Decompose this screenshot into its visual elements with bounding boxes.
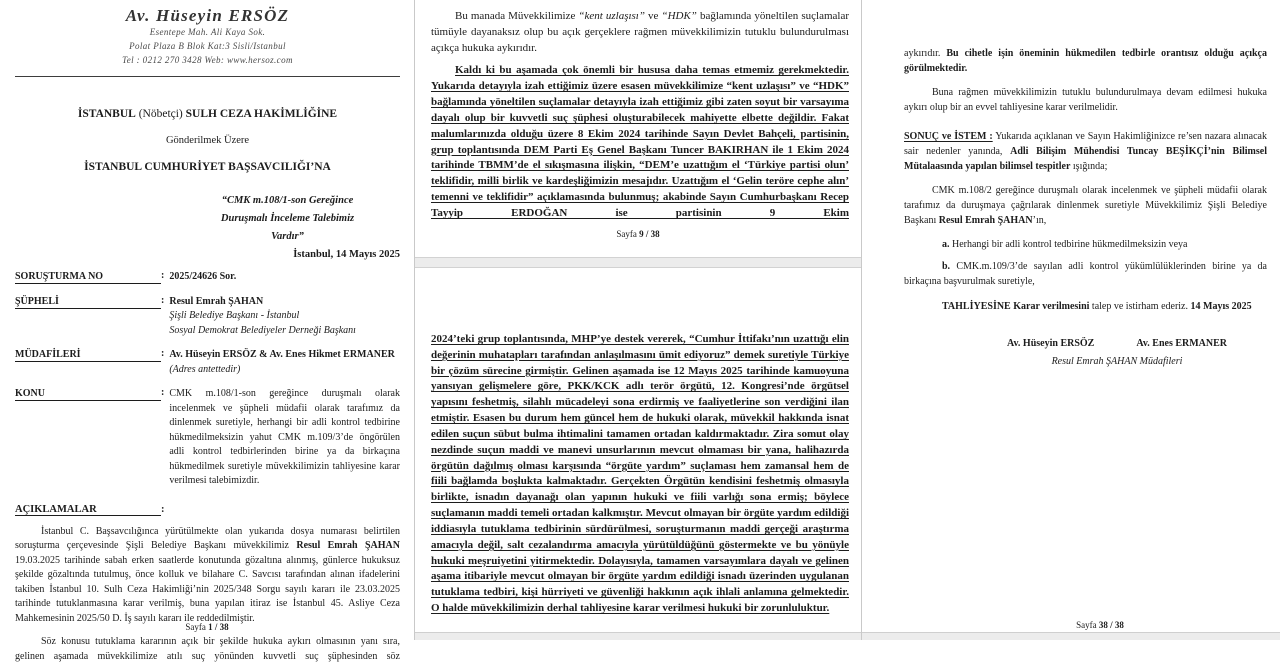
signature-name-2: Av. Enes ERMANER	[1136, 338, 1227, 349]
page1-footer-number: 1 / 38	[208, 622, 229, 632]
page1-paragraph-1-rest: 19.03.2025 tarihinde sabah erken saatlerde konutunda gözaltına alınmış, günlerce hukuksuz şekilde gözaltında tutulmuş, önce kolluk ve bilahare C. Savcısı tarafından alınan ifadelerini takiben İstanbul 10. Sulh Ceza Hakimliği’nin 2025/348 Sorgu sayılı kararı ile 23.03.2025 tarihinde tutuklanmasına karar verilmiş, buna yapılan itiraz ise İstanbul 45. Asliye Ceza Mahkemesinin 2025/50 D. İş sayılı kararı ile reddedilmiştir.	[15, 554, 400, 624]
counsel-names: Av. Hüseyin ERSÖZ & Av. Enes Hikmet ERMANER	[169, 349, 395, 361]
request-item-a-label: a.	[942, 239, 950, 250]
court-heading-name: SULH CEZA HAKİMLİĞİNE	[185, 107, 338, 120]
signature-name-1: Av. Hüseyin ERSÖZ	[1007, 338, 1095, 349]
page-bottom-edge-middle	[415, 632, 861, 640]
page1-paragraph-1-text: İstanbul C. Başsavcılığınca yürütülmekte olan yukarıda dosya numarası belirtilen soruşturma çerçevesinde Şişli Belediye Başkanı müvekkilimiz	[15, 525, 400, 552]
field-colon: :	[161, 348, 165, 360]
conclusion-paragraph	[904, 129, 1267, 174]
request-item-b-text: CMK.m.109/3’de sayılan adli kontrol yükümlülüklerinden birine ya da birkaçına başvurulmak suretiyle,	[904, 261, 1267, 287]
conclusion-tail: ışığında;	[1070, 161, 1108, 172]
page9-fragment	[415, 0, 861, 257]
court-heading-city: İSTANBUL	[77, 107, 136, 120]
page9-footer-number: 9 / 38	[639, 229, 660, 239]
field-investigation-no	[15, 270, 400, 285]
page9-paragraph-1-text: Bu manada Müvekkilimize	[455, 10, 579, 22]
forwarding-line: Gönderilmek Üzere	[165, 134, 250, 146]
field-suspect	[15, 295, 400, 339]
request-item-a	[904, 237, 1267, 252]
page9-term-kent-uzlasisi: “kent uzlaşısı”	[578, 10, 645, 22]
subject-text: CMK m.108/1-son gereğince duruşmalı olarak incelenmek ve şüpheli müdafii olarak tarafımız da dinlenmek suretiyle, herhangi bir adli kontrol tedbirine hükmedilmeksizin yahut CMK m.109/3’de öngörülen adli kontrol tedbirlerinden birine ya da birkaçına hükmedilmek suretiyle müvekkilimizin tahliyesine karar verilmesi talebimizdir.	[169, 388, 400, 487]
request-quote-line2: Duruşmalı İnceleme Talebimiz	[220, 212, 355, 224]
investigation-no-value: 2025/24626 Sor.	[169, 271, 237, 283]
field-colon: :	[161, 270, 165, 282]
conclusion-text: Yukarıda açıklanan ve Sayın Hakimliğinizce re’sen nazara alınacak sair nedenler yanında,	[904, 131, 1267, 157]
page38-paragraph-3	[904, 183, 1267, 228]
field-colon: :	[161, 387, 165, 399]
page38-paragraph-1-text: aykırıdır.	[904, 48, 947, 59]
field-label: MÜDAFİLERİ	[15, 348, 161, 362]
page38-paragraph-2: Buna rağmen müvekkilimizin tutuklu bulundurulmaya devam edilmesi hukuka aykırı olup bir an evvel tahliyesine karar verilmelidir.	[904, 87, 1267, 113]
explanations-heading-colon: :	[161, 503, 165, 515]
page9-footer	[415, 229, 861, 239]
request-quote-block	[175, 192, 400, 246]
field-label: SORUŞTURMA NO	[15, 270, 161, 284]
signature-subtitle: Resul Emrah ŞAHAN Müdafileri	[1051, 356, 1183, 367]
explanations-heading	[15, 504, 400, 516]
court-heading	[15, 108, 400, 120]
conclusion-expert-reference: Adli Bilişim Mühendisi Tuncay BEŞİKÇİ’nin Bilimsel Mütalaasında yapılan bilimsel tespitler	[904, 146, 1267, 172]
page9-footer-label: Sayfa	[616, 229, 640, 239]
page9-term-hdk: “HDK”	[661, 10, 697, 22]
continuation-paragraph: 2024’teki grup toplantısında, MHP’ye destek vererek, “Cumhur İttifakı’nın uzattığı elin değerinin muhatapları tarafından anlaşılmasını ümit ediyoruz” demek suretiyle Türkiye bir çözüm sürecine girmiştir. Gelinen aşamada ise 12 Mayıs 2025 tarihinde kamuoyuna yansıyan gelişmelere göre, PKK/KCK adlı terör örgütü, 12. Kongresi’nde örgütsel yapısını feshetmiş, silahlı mücadeleyi sona erdirmiş ve faaliyetlerine son verdiğini ilan etmiştir. Esasen bu durum hem güncel hem de hukuki olarak, müvekkil hakkında isnat edilen suçun sübut bulma ihtimalini tamamen ortadan kaldırmaktadır. Zira somut olay nezdinde suçun maddi ve manevi unsurlarının mevcut olmaması bir yana, halihazırda örgütün dağılmış olması karşısında “örgüte yardım” suçlaması hem zamansal hem de fiili bağlamda boşlukta kalmaktadır. Gerçekten Örgütün kendisini feshetmiş olmasıyla birlikte, isnadın dayanağı olan yapının hukuki ve fiili varlığı sona ermiş; böylece suçlamanın maddi temeli ortadan kalkmıştır. Mevcut olmayan bir örgüte yardım edildiği iddiasıyla tutuklama tedbirinin sürdürülmesi, soruşturmanın maddi gerçeği araştırma amacıyla değil, salt cezalandırma amacıyla yürütüldüğünü göstermekte ve bu yönüyle hukuki meşruiyetini yitirmektedir. Dolayısıyla, tamamen varsayımlara dayalı ve gelinen aşama itibariyle mevcut olmayan bir örgüte yardım edildiği isnadı üzerinden uygulanan tutuklama tedbiri, kişi hürriyeti ve güvenliği hakkının açık ihlali anlamına gelmektedir. O halde müvekkilimizin derhal tahliyesine karar verilmesi hukuki bir zorunluluktur.	[431, 333, 849, 615]
request-item-a-text: Herhangi bir adli kontrol tedbirine hükmedilmeksizin veya	[949, 239, 1188, 250]
letterhead-rule	[15, 76, 400, 77]
page1-paragraph-1-name: Resul Emrah ŞAHAN	[296, 540, 400, 552]
page9-paragraph-1-mid: ve	[644, 10, 662, 22]
page38-paragraph-3-suffix: ’ın,	[1032, 215, 1047, 226]
page-bottom-edge-right	[862, 632, 1280, 640]
suspect-title-2: Sosyal Demokrat Belediyeler Derneği Başkanı	[169, 324, 356, 336]
page1-paragraph-2: Söz konusu tutuklama kararının açık bir şekilde hukuka aykırı olmasının yanı sıra, gelinen aşamada müvekkilimize atılı suç yönünden kuvvetli suç şüphesinden söz	[15, 636, 400, 662]
page-9-and-continuation	[415, 0, 861, 640]
field-label: KONU	[15, 387, 161, 401]
page9-paragraph-2: Kaldı ki bu aşamada çok önemli bir hususa daha temas etmemiz gerekmektedir. Yukarıda detayıyla izah ettiğimiz üzere esasen müvekkilimize “kent uzlaşısı” ve “HDK” bağlamında yöneltilen suçlamalar detayıyla izah ettiğimiz gibi zaten soyut bir varsayıma dayalı olup bir kuvvetli suç şüphesi oluşturabilecek mahiyette elbette değildir. Fakat malumlarınızda olduğu üzere 8 Ekim 2024 tarihinde Sayın Devlet Bahçeli, partisinin, grup toplantısında DEM Parti Eş Genel Başkanı Tuncer BAKIRHAN ile 1 Ekim 2024 tarihinde TBMM’de el sıkışmasına ilişkin, “DEM’e uzattığım el ‘Türkiye partisi olun’ teklifidir, milli birlik ve kardeşliğimizin mesajıdır. Uzattığım el ‘Gelin teröre cephe alın’ temenni ve teklifidir” açıklamasında bulunmuş; akabinde Sayın Cumhurbaşkanı Recep Tayyip ERDOĞAN ise partisinin 9 Ekim	[431, 64, 849, 219]
page38-footer-number: 38 / 38	[1098, 619, 1124, 630]
release-request-bold: TAHLİYESİNE Karar verilmesini	[942, 301, 1090, 312]
release-request-line	[904, 299, 1267, 314]
page1-paragraph-1	[15, 525, 400, 627]
suspect-title-1: Şişli Belediye Başkanı - İstanbul	[169, 310, 300, 322]
field-colon: :	[161, 294, 165, 306]
page9-paragraph-1-rest: bağlamında yöneltilen suçlamalar tümüyle dayanaksız olup bu açık gerçeklere rağmen müvekkilimizin tutuklu bulundurulması açıkça hukuka aykırıdır.	[431, 10, 849, 54]
page1-footer	[0, 622, 414, 632]
page38-paragraph-1	[904, 46, 1267, 76]
field-defense-counsel	[15, 348, 400, 377]
continuation-fragment	[415, 268, 861, 617]
release-request-text: talep ve istirham ederiz.	[1089, 301, 1191, 312]
court-heading-duty: (Nöbetçi)	[135, 107, 186, 120]
field-subject	[15, 387, 400, 489]
release-request-date: 14 Mayıs 2025	[1190, 301, 1252, 312]
page38-footer	[920, 619, 1280, 633]
field-label: ŞÜPHELİ	[15, 295, 161, 309]
page-break-band	[415, 257, 861, 268]
counsel-address-note: (Adres antettedir)	[169, 363, 241, 375]
letterhead-address-line2: Polat Plaza B Blok Kat:3 Sisli/Istanbul	[129, 40, 286, 51]
request-quote-line3: Vardır”	[271, 230, 304, 242]
signature-block	[967, 336, 1267, 369]
page-1	[0, 0, 414, 662]
page9-paragraph-1	[431, 9, 849, 56]
explanations-heading-label: AÇIKLAMALAR	[15, 504, 161, 516]
page1-footer-label: Sayfa	[185, 622, 209, 632]
request-item-b-label: b.	[942, 261, 951, 272]
request-quote-line1: “CMK m.108/1-son Gereğince	[221, 194, 354, 206]
page-38	[862, 0, 1280, 640]
page38-paragraph-1-bold: Bu cihetle işin öneminin hükmedilen tedbirle orantısız olduğu açıkça görülmektedir.	[904, 48, 1267, 74]
date-line: İstanbul, 14 Mayıs 2025	[293, 249, 400, 261]
suspect-name: Resul Emrah ŞAHAN	[169, 295, 264, 307]
signature-names	[967, 336, 1267, 351]
prosecutor-heading: İSTANBUL CUMHURİYET BAŞSAVCILIĞI’NA	[84, 160, 331, 173]
conclusion-heading: SONUÇ ve İSTEM :	[904, 131, 993, 142]
letterhead	[15, 6, 400, 68]
request-item-b	[904, 259, 1267, 289]
letterhead-address-line1: Esentepe Mah. Ali Kaya Sok.	[149, 27, 266, 37]
page38-footer-label: Sayfa	[1076, 619, 1099, 630]
letterhead-name: Av. Hüseyin ERSÖZ	[125, 6, 290, 25]
page38-paragraph-3-name: Resul Emrah ŞAHAN	[938, 215, 1033, 226]
case-fields	[15, 270, 400, 489]
page38-paragraph-3-text: CMK m.108/2 gereğince duruşmalı olarak incelenmek ve şüpheli müdafii olarak tarafımız da duruşmaya çağrılarak dinlenmek suretiyle Müvekkilimiz Şişli Belediye Başkanı	[904, 185, 1267, 226]
letterhead-contact-line: Tel : 0212 270 3428 Web: www.hersoz.com	[122, 54, 293, 65]
